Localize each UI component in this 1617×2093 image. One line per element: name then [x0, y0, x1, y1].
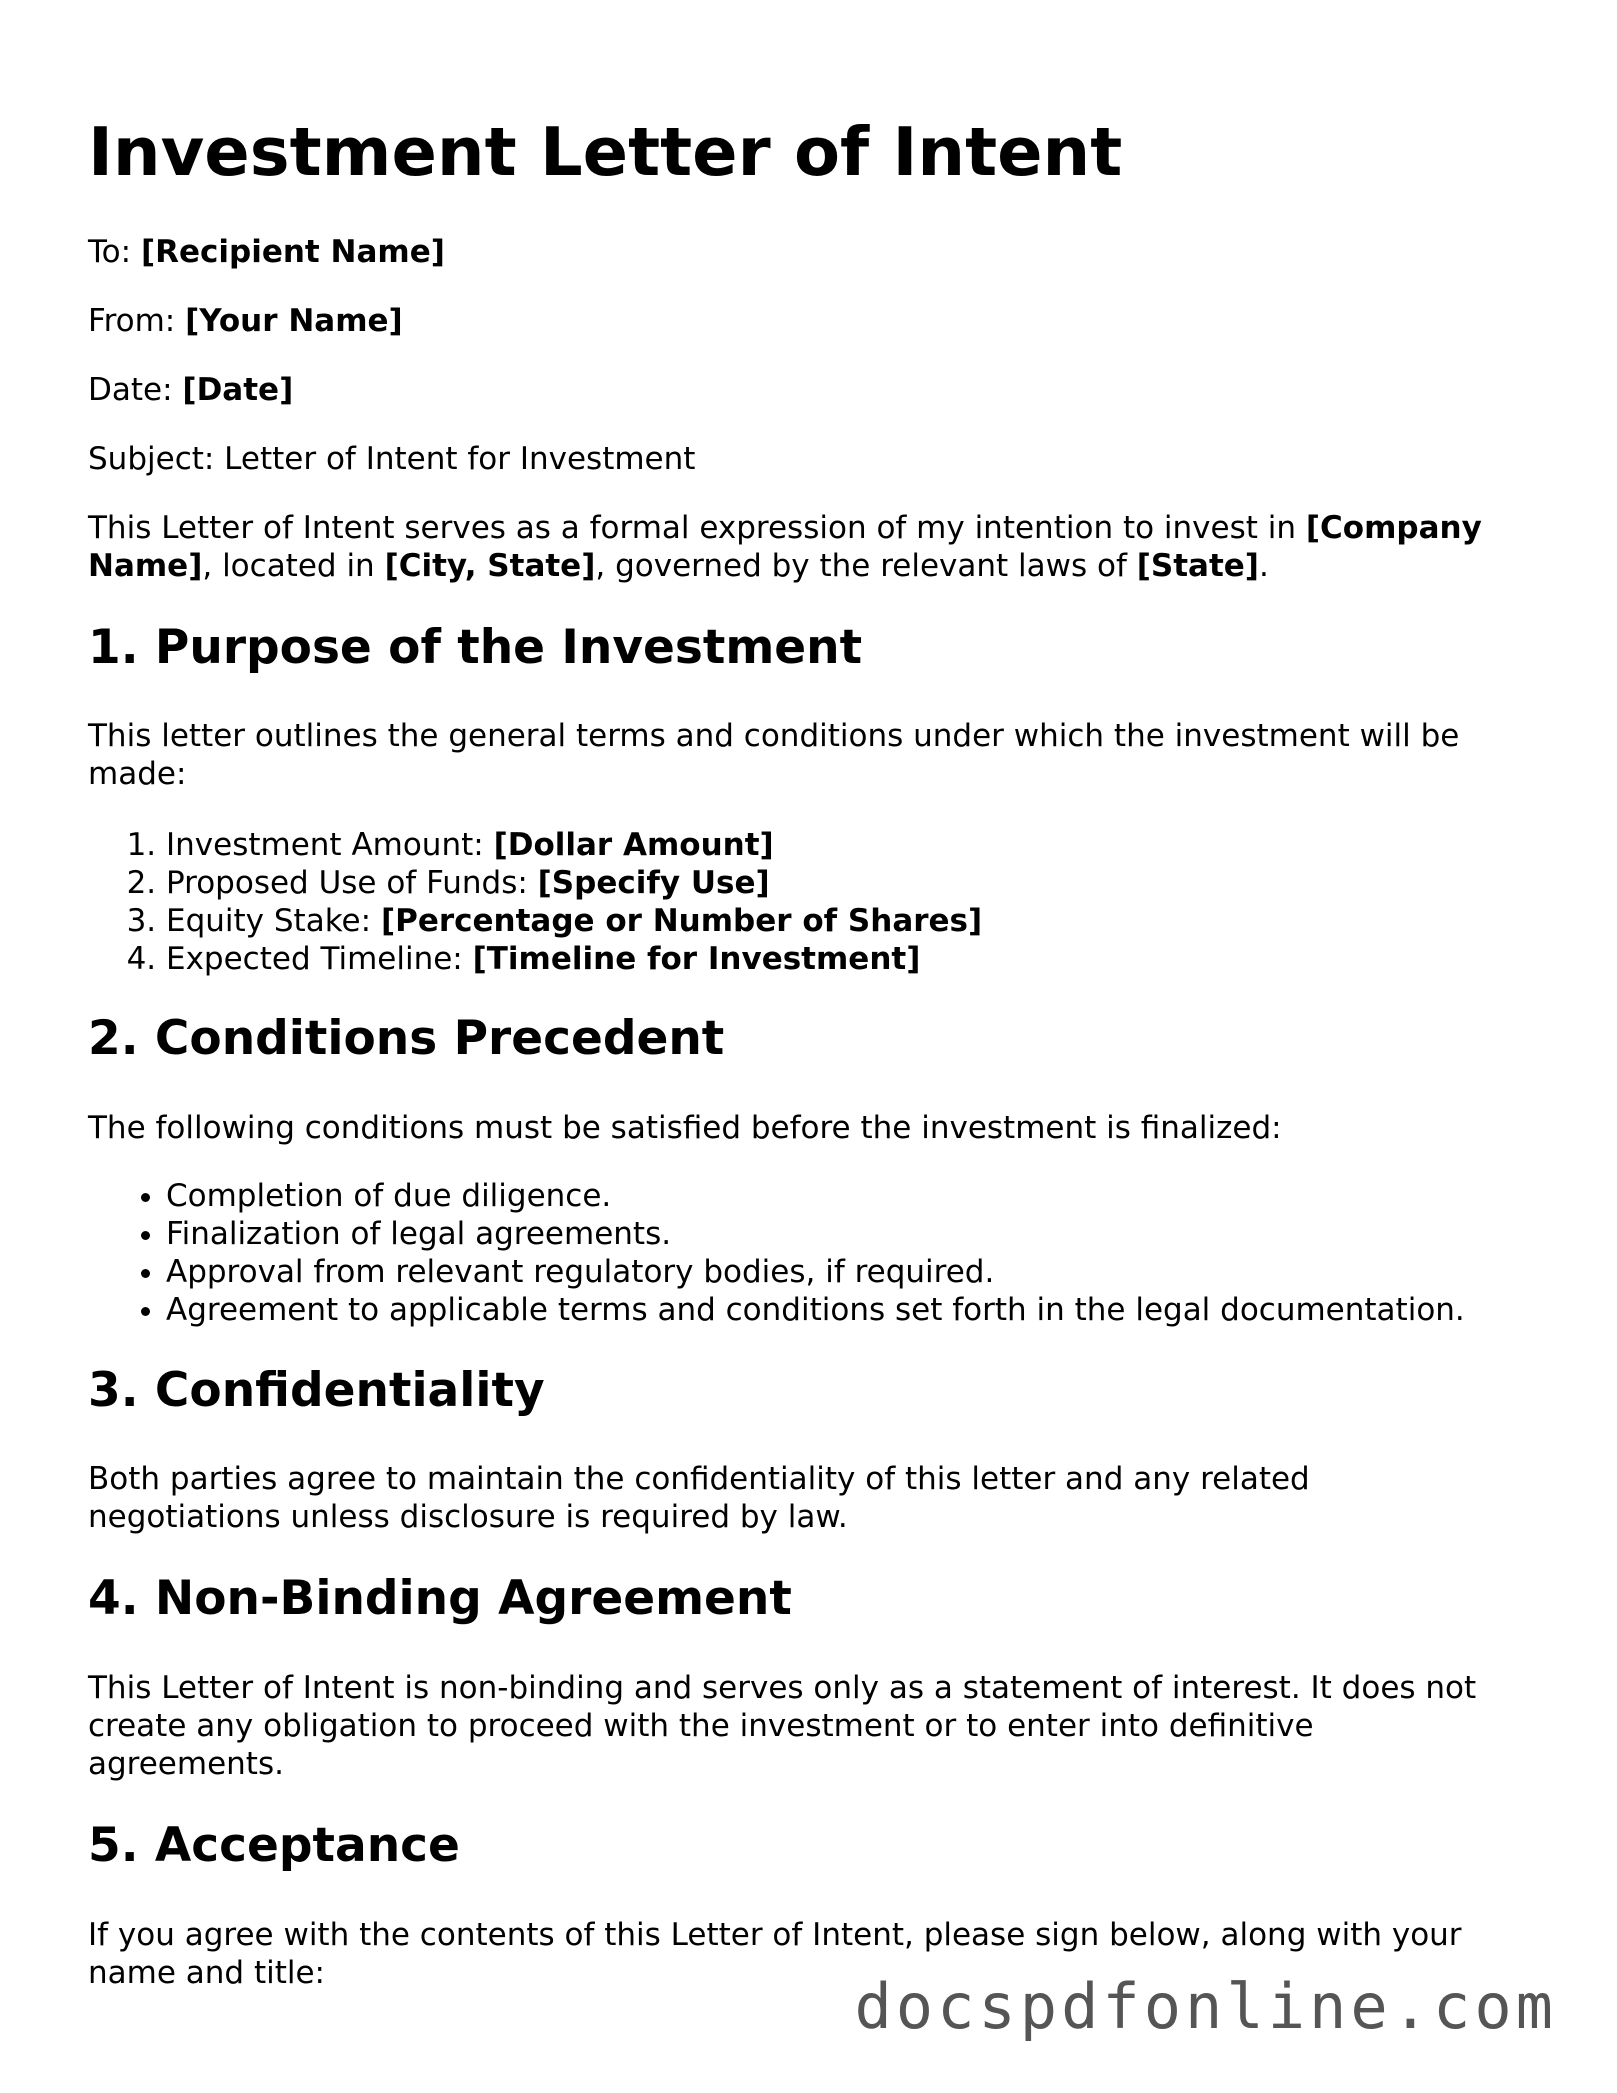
list-item: • Completion of due diligence. [166, 1177, 1465, 1215]
section-paragraph: This letter outlines the general terms and conditions under which the investment will be made: [88, 718, 1460, 792]
to-value: [Recipient Name] [140, 234, 445, 270]
item-label: Proposed Use of Funds: [166, 865, 538, 901]
section-heading: 5. Acceptance [88, 1818, 460, 1873]
intro-state: [State] [1136, 548, 1259, 584]
conditions-list [88, 1177, 1465, 1329]
section-paragraph: This Letter of Intent is non-binding and serves only as a statement of interest. It does not create any obligation to proceed with the investment or to enter into definitive agreements. [88, 1670, 1477, 1782]
date-value: [Date] [182, 372, 294, 408]
item-label: Equity Stake: [166, 903, 381, 939]
item-value: [Percentage or Number of Shares] [380, 903, 983, 939]
item-value: [Timeline for Investment] [472, 941, 921, 977]
date-label: Date: [88, 372, 173, 408]
intro-text-1: This Letter of Intent serves as a formal expression of my intention to invest in [88, 510, 1306, 546]
item-value: [Specify Use] [537, 865, 770, 901]
list-item: • Agreement to applicable terms and conditions set forth in the legal documentation. [166, 1291, 1465, 1329]
list-item [166, 864, 982, 902]
watermark: docspdfonline.com [854, 1970, 1557, 2043]
section-paragraph: If you agree with the contents of this Letter of Intent, please sign below, along with your name and title: [88, 1917, 1462, 1991]
investment-terms-list [88, 826, 982, 978]
list-item [166, 902, 982, 940]
to-line [88, 233, 445, 271]
item-label: Expected Timeline: [166, 941, 473, 977]
item-label: Investment Amount: [166, 827, 494, 863]
section-heading: 4. Non-Binding Agreement [88, 1571, 792, 1626]
section-heading: 3. Confidentiality [88, 1363, 545, 1418]
date-line [88, 371, 293, 409]
intro-text-4: . [1258, 548, 1269, 584]
list-item: • Finalization of legal agreements. [166, 1215, 1465, 1253]
section-paragraph: The following conditions must be satisfied before the investment is finalized: [88, 1110, 1282, 1146]
document-title: Investment Letter of Intent [88, 113, 1123, 191]
list-item: • Approval from relevant regulatory bodies, if required. [166, 1253, 1465, 1291]
item-value: [Dollar Amount] [493, 827, 774, 863]
from-value: [Your Name] [185, 303, 403, 339]
to-label: To: [88, 234, 132, 270]
intro-company: [Company Name] [88, 510, 1482, 584]
list-item [166, 826, 982, 864]
intro-paragraph [88, 509, 1528, 585]
section-heading: 2. Conditions Precedent [88, 1011, 725, 1066]
subject-line: Subject: Letter of Intent for Investment [88, 441, 696, 477]
from-label: From: [88, 303, 176, 339]
from-line [88, 302, 403, 340]
intro-text-3: , governed by the relevant laws of [595, 548, 1137, 584]
intro-city-state: [City, State] [384, 548, 596, 584]
section-paragraph: Both parties agree to maintain the confidentiality of this letter and any related negotiations unless disclosure is required by law. [88, 1461, 1310, 1535]
intro-text-2: , located in [202, 548, 385, 584]
section-heading: 1. Purpose of the Investment [88, 620, 863, 675]
list-item [166, 940, 982, 978]
